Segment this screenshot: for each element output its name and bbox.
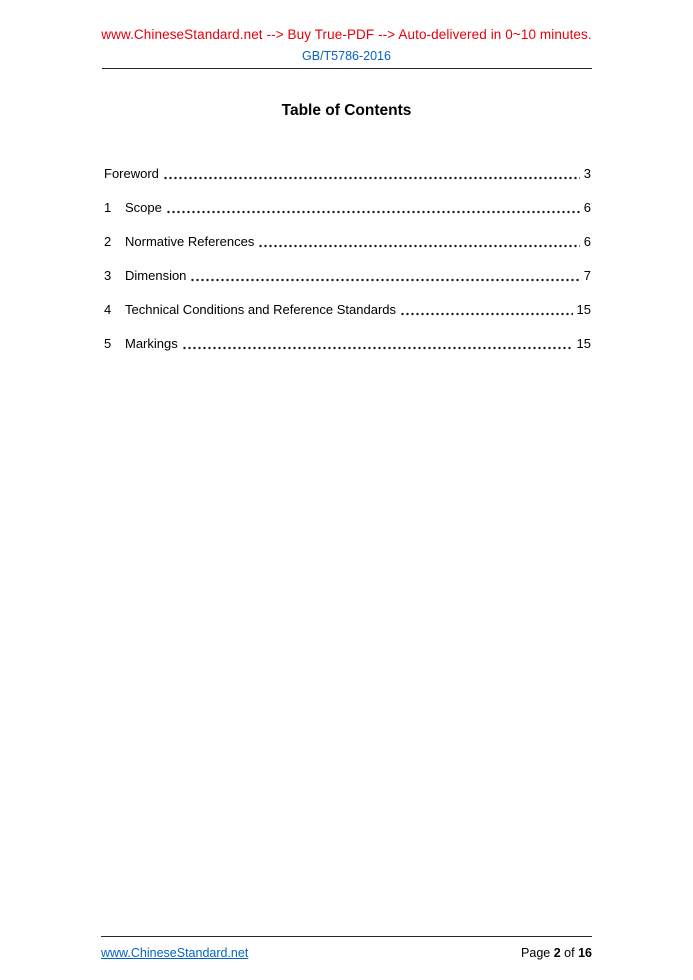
of-word: of bbox=[564, 946, 575, 960]
toc-entry-page: 15 bbox=[576, 336, 591, 351]
page-current: 2 bbox=[553, 946, 561, 960]
page-word: Page bbox=[521, 946, 551, 960]
toc-entry-normative-references[interactable] bbox=[104, 234, 591, 250]
toc-dot-leader bbox=[258, 244, 579, 248]
header-divider bbox=[102, 68, 592, 69]
page-number bbox=[521, 946, 592, 960]
toc-entry-number: 1 bbox=[104, 200, 112, 215]
toc-entry-number: 4 bbox=[104, 302, 112, 317]
toc-entry-scope[interactable] bbox=[104, 200, 591, 216]
page-footer bbox=[101, 936, 592, 960]
toc-entry-label: Technical Conditions and Reference Standards bbox=[125, 302, 397, 317]
toc-entry-page: 15 bbox=[576, 302, 591, 317]
toc-entry-label: Dimension bbox=[125, 268, 187, 283]
toc-entry-page: 6 bbox=[583, 234, 591, 249]
toc-entry-foreword[interactable] bbox=[104, 166, 591, 182]
footer-link[interactable]: www.ChineseStandard.net bbox=[101, 946, 249, 960]
toc-dot-leader bbox=[400, 312, 573, 316]
toc-entry-number: 3 bbox=[104, 268, 112, 283]
toc-entry-page: 6 bbox=[583, 200, 591, 215]
toc-entry-technical-conditions[interactable] bbox=[104, 302, 591, 318]
toc-entry-label: Scope bbox=[125, 200, 162, 215]
toc-entry-label: Markings bbox=[125, 336, 178, 351]
toc-entry-label: Normative References bbox=[125, 234, 255, 249]
toc-entry-page: 3 bbox=[583, 166, 591, 181]
table-of-contents bbox=[104, 166, 591, 352]
toc-entry-number: 2 bbox=[104, 234, 112, 249]
toc-dot-leader bbox=[190, 278, 579, 282]
footer-divider bbox=[101, 936, 592, 937]
toc-entry-page: 7 bbox=[583, 268, 591, 283]
promo-banner: www.ChineseStandard.net --> Buy True-PDF --> Auto-delivered in 0~10 minutes. bbox=[101, 27, 592, 42]
toc-dot-leader bbox=[163, 176, 580, 180]
toc-entry-markings[interactable] bbox=[104, 336, 591, 352]
toc-entry-number: 5 bbox=[104, 336, 112, 351]
toc-dot-leader bbox=[166, 210, 580, 214]
page-total: 16 bbox=[578, 946, 592, 960]
toc-entry-dimension[interactable] bbox=[104, 268, 591, 284]
toc-dot-leader bbox=[182, 346, 573, 350]
page-title: Table of Contents bbox=[281, 102, 412, 119]
standard-code: GB/T5786-2016 bbox=[302, 49, 391, 63]
toc-entry-label: Foreword bbox=[104, 166, 159, 181]
